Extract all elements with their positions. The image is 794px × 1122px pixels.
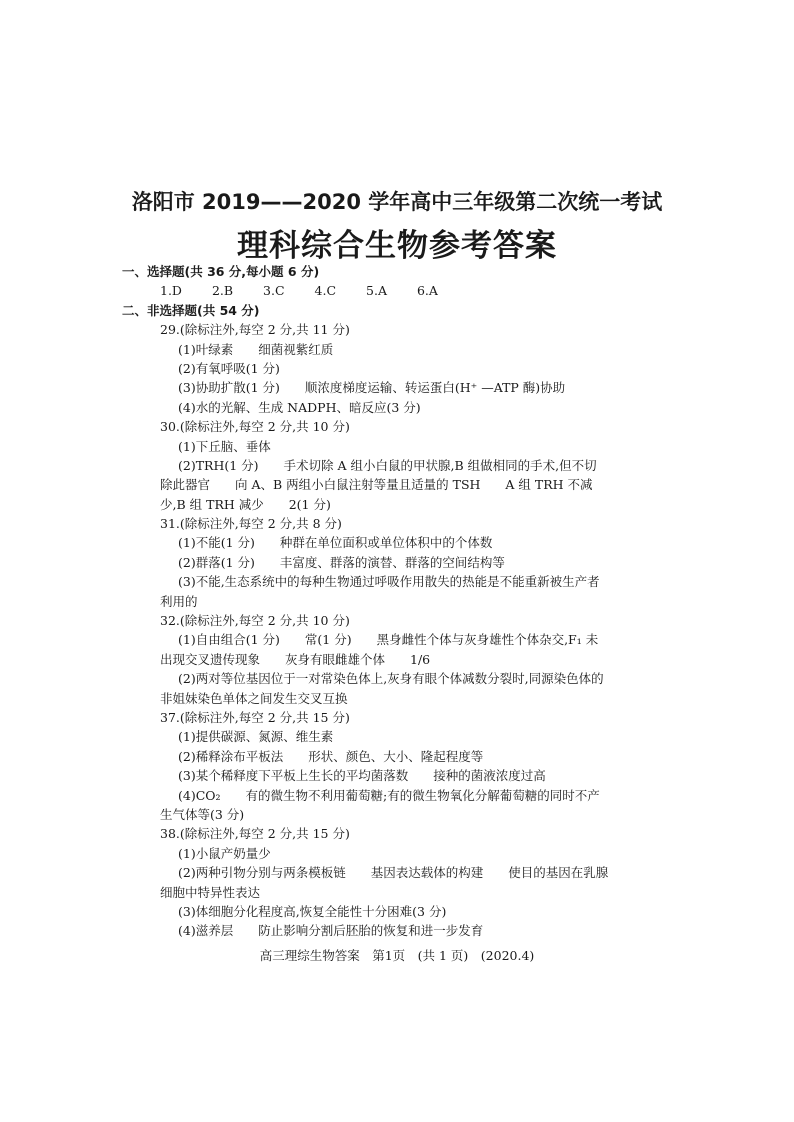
mc-answer: 3.C (263, 283, 285, 299)
answer-line: (1)叶绿素 细菌视紫红质 (178, 341, 334, 357)
answer-line: (2)两对等位基因位于一对常染色体上,灰身有眼个体减数分裂时,同源染色体的 (178, 671, 604, 687)
answer-line: (4)滋养层 防止影响分割后胚胎的恢复和进一步发育 (178, 923, 484, 939)
answer-line-continued: 除此器官 向 A、B 两组小白鼠注射等量且适量的 TSH A 组 TRH 不减 (160, 477, 593, 493)
question-31-heading: 31.(除标注外,每空 2 分,共 8 分) (160, 516, 342, 532)
answer-line: (4)CO₂ 有的微生物不利用葡萄糖;有的微生物氧化分解葡萄糖的同时不产 (178, 787, 600, 803)
answer-line-continued: 非姐妹染色单体之间发生交叉互换 (160, 690, 348, 706)
answer-line-continued: 细胞中特异性表达 (160, 884, 261, 900)
answer-line: (3)某个稀释度下平板上生长的平均菌落数 接种的菌液浓度过高 (178, 768, 546, 784)
answer-line: (3)协助扩散(1 分) 顺浓度梯度运输、转运蛋白(H⁺ —ATP 酶)协助 (178, 380, 566, 396)
answer-line: (1)提供碳源、氮源、维生素 (178, 729, 334, 745)
answer-line: (2)有氧呼吸(1 分) (178, 360, 280, 376)
answer-line: (1)小鼠产奶量少 (178, 845, 271, 861)
question-30-heading: 30.(除标注外,每空 2 分,共 10 分) (160, 419, 350, 435)
answer-line: (1)不能(1 分) 种群在单位面积或单位体积中的个体数 (178, 535, 493, 551)
answer-line: (1)下丘脑、垂体 (178, 438, 271, 454)
multiple-choice-answers (130, 281, 690, 300)
answer-line-continued: 利用的 (160, 593, 198, 609)
mc-answer: 4.C (314, 283, 337, 299)
answer-line: (3)不能,生态系统中的每种生物通过呼吸作用散失的热能是不能重新被生产者 (178, 574, 600, 590)
answer-body (122, 262, 690, 941)
answer-line: (1)自由组合(1 分) 常(1 分) 黑身雌性个体与灰身雄性个体杂交,F₁ 未 (178, 632, 599, 648)
question-38-heading: 38.(除标注外,每空 2 分,共 15 分) (160, 826, 350, 842)
answer-line: (2)稀释涂布平板法 形状、颜色、大小、隆起程度等 (178, 748, 484, 764)
answer-line-continued: 出现交叉遗传现象 灰身有眼雌雄个体 1/6 (160, 651, 431, 667)
exam-title: 洛阳市 2019——2020 学年高中三年级第二次统一考试 (131, 190, 663, 214)
section-multiple-choice-heading: 一、选择题(共 36 分,每小题 6 分) (122, 264, 320, 279)
section-free-response-heading: 二、非选择题(共 54 分) (122, 302, 260, 318)
mc-answer: 6.A (416, 283, 438, 299)
answer-line-continued: 生气体等(3 分) (160, 806, 245, 822)
mc-answer: 2.B (211, 283, 234, 299)
answer-key-title: 理科综合生物参考答案 (237, 228, 557, 264)
answer-line: (3)体细胞分化程度高,恢复全能性十分困难(3 分) (178, 903, 447, 919)
answer-line: (2)两种引物分别与两条模板链 基因表达载体的构建 使目的基因在乳腺 (178, 865, 609, 881)
answer-line: (2)群落(1 分) 丰富度、群落的演替、群落的空间结构等 (178, 554, 505, 570)
mc-answer: 5.A (366, 283, 387, 299)
answer-line-continued: 少,B 组 TRH 减少 2(1 分) (160, 496, 331, 512)
page-footer: 高三理综生物答案 第1页 (共 1 页) (2020.4) (259, 948, 535, 963)
mc-answer: 1.D (160, 283, 182, 299)
question-32-heading: 32.(除标注外,每空 2 分,共 10 分) (160, 613, 350, 629)
answer-line: (4)水的光解、生成 NADPH、暗反应(3 分) (178, 399, 421, 415)
answer-line: (2)TRH(1 分) 手术切除 A 组小白鼠的甲状腺,B 组做相同的手术,但不切 (178, 457, 597, 473)
question-37-heading: 37.(除标注外,每空 2 分,共 15 分) (160, 709, 350, 725)
question-29-heading: 29.(除标注外,每空 2 分,共 11 分) (160, 322, 350, 338)
